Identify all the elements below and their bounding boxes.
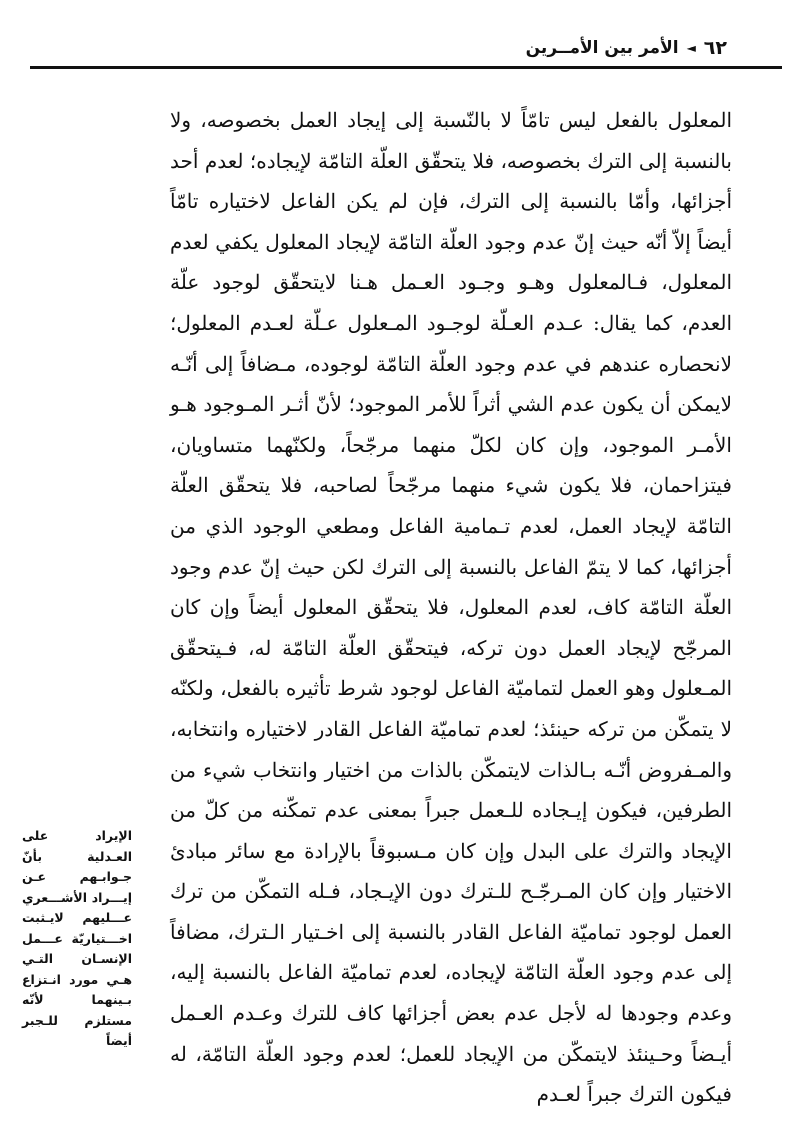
main-paragraph: المعلول بالفعل ليس تامّاً لا بالنّسبة إلى إيجاد العمل بخصوصه، ولا بالنسبة إلى الترك بخصوصه، فلا يتحقّق العلّة التامّة لإيجاده؛ لعدم أحد أجزائها، وأمّا بالنسبة إلى الترك، فإن لم يكن الفاعل لاختياره تامّاً أيضاً إلاّ أنّه حيث إنّ عدم وجود العلّة التامّة لإيجاد المعلول يكفي لعدم المعلول، فـالمعلول وهـو وجـود العـمل هـنا لايتحقّق لوجود علّة العدم، كما يقال: عـدم العـلّة لوجـود المـعلول عـلّة لعـدم المعلول؛ لانحصاره عندهم في عدم وجود العلّة التامّة لوجوده، مـضافاً إلى أنّـه لايمكن أن يكون عدم الشي أثراً للأمر الموجود؛ لأنّ أثـر المـوجود هـو الأمـر الموجود، وإن كان لكلّ منهما مرجّحاً، ولكنّهما متساويان، فيتزاحمان، فلا يكون شيء منهما مرجّحاً لصاحبه، فلا يتحقّق العلّة التامّة لإيجاد العمل، لعدم تـمامية الفاعل ومطعي الوجود الذي من أجزائها، كما لا يتمّ الفاعل بالنسبة إلى الترك لكن حيث إنّ عدم وجود العلّة التامّة كاف، لعدم المعلول، فلا يتحقّق المعلول أيضاً وإن كان المرجّح لإيجاد العمل دون تركه، فيتحقّق العلّة التامّة له، فـيتحقّق المـعلول وهو العمل لتماميّة الفاعل لوجود شرط تأثيره بالفعل، ولكنّه لا يتمكّن من تركه حينئذ؛ لعدم تماميّة الفاعل القادر لاختياره وانتخابه، والمـفروض أنّـه بـالذات لايتمكّن بالذات من اختيار وانتخاب شيء من الطرفين، فيكون إيـجاده للـعمل جبراً بمعنى عدم تمكّنه من كلّ من الإيجاد والترك على البدل وإن كان مـسبوقاً بالإرادة مع سائر مبادئ الاختيار وإن كان المـرجّـح للـترك دون الإيـجاد، فـله التمكّن من ترك العمل لوجود تماميّة الفاعل القادر بالنسبة إلى اخـتيار الـترك، مضافاً إلى عدم وجود العلّة التامّة لإيجاده، لعدم تماميّة الفاعل بالنسبة إليه، وعدم وجودها له لأجل عدم بعض أجزائها كاف للترك وعـدم العـمل أيـضاً وحـينئذ لايتمكّن من الإيجاد للعمل؛ لعدم وجود العلّة التامّة، له فيكون الترك جبراً لعـدم [170, 108, 732, 1107]
running-header [427, 30, 727, 66]
running-title: الأمر بين الأمــرين [525, 38, 679, 58]
margin-note: الإيراد على العـدلية بأنّ جـوابـهم عـن إيـــراد الأشـــعري عـــليهم لايـثبت اخـــتياريّة عـــمل الإنسـان التـي هـي مورد انـتزاع بـينهما لأنّه مستلزم للـجبر أيضاً [22, 828, 132, 1048]
page-number: ٦٢ [703, 37, 727, 59]
header-arrow-icon: ◄ [686, 41, 696, 55]
header-rule [30, 66, 782, 69]
